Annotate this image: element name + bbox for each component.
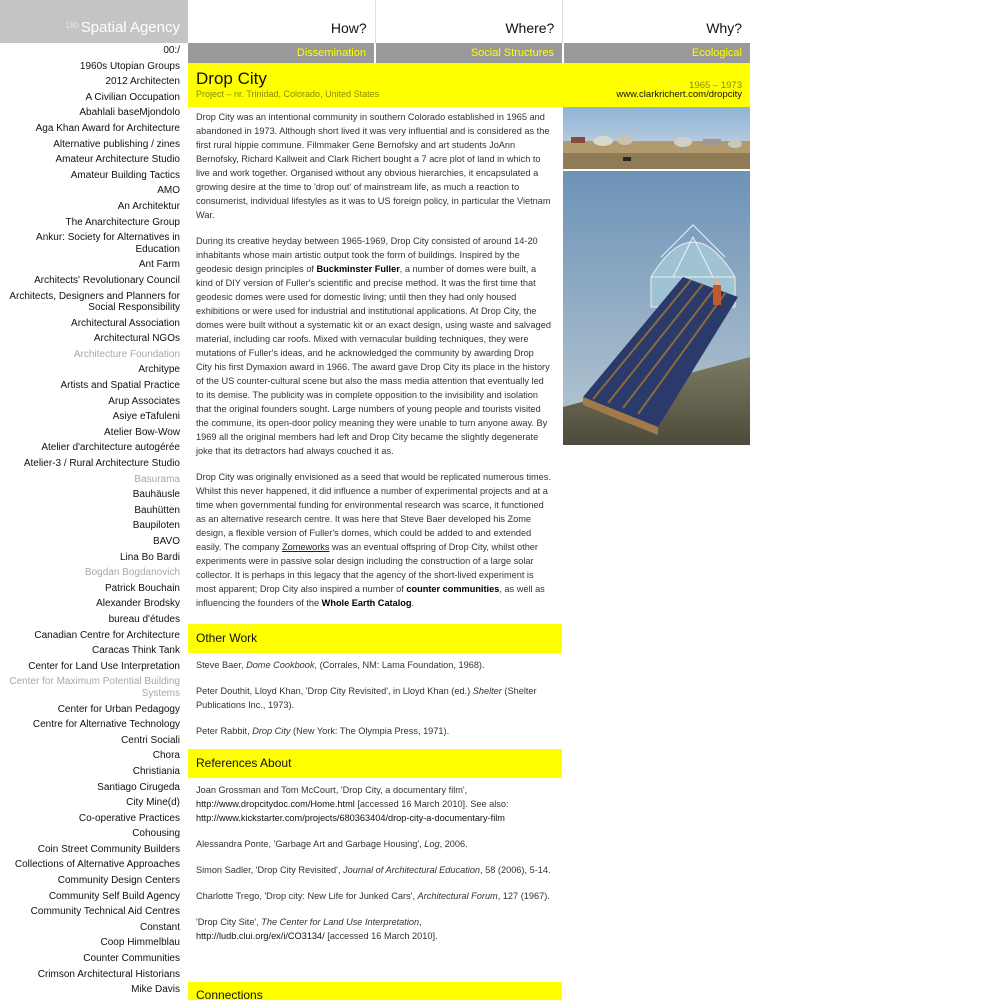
text: , 58 (2006), 5-14. — [480, 865, 551, 875]
connections-heading: Connections — [196, 988, 263, 1002]
sidebar-item[interactable]: Cohousing — [132, 828, 180, 840]
other-work-item — [196, 658, 552, 672]
text: , — [419, 917, 422, 927]
sidebar-item[interactable]: Mike Davis — [131, 984, 180, 996]
sidebar-item[interactable]: Baupiloten — [132, 520, 180, 532]
project-url-link[interactable]: www.clarkrichert.com/dropcity — [616, 89, 742, 100]
sidebar-item[interactable]: Collections of Alternative Approaches — [14, 859, 180, 871]
sidebar-item[interactable]: Atelier-3 / Rural Architecture Studio — [23, 458, 180, 470]
text: , (Corrales, NM: Lama Foundation, 1968). — [314, 660, 485, 670]
sidebar-item[interactable]: The Anarchitecture Group — [65, 216, 180, 228]
tab-why[interactable]: Why? — [562, 0, 750, 43]
project-header — [188, 63, 750, 107]
sidebar-item[interactable]: Architectural NGOs — [93, 333, 180, 345]
sidebar-item[interactable]: Co-operative Practices — [78, 812, 180, 824]
reference-item — [196, 915, 552, 943]
sidebar-item[interactable]: Constant — [139, 921, 180, 933]
sidebar-item[interactable]: Center for Land Use Interpretation — [28, 660, 180, 672]
category-dissemination[interactable]: Dissemination — [296, 47, 366, 59]
text: Drop City — [252, 726, 291, 736]
sidebar-item[interactable]: Architype — [138, 364, 180, 376]
sidebar-item[interactable]: Santiago Cirugeda — [97, 781, 180, 793]
reference-item — [196, 783, 552, 825]
text: Steve Baer, — [196, 660, 247, 670]
text: , 2006. — [439, 839, 468, 849]
sidebar-item[interactable]: Amateur Building Tactics — [70, 169, 180, 181]
other-work-item — [196, 724, 552, 738]
text: Log — [424, 839, 440, 849]
page-title: Drop City — [196, 69, 267, 88]
clui-link[interactable]: http://ludb.clui.org/ex/i/CO3134/ — [196, 931, 325, 941]
sidebar-item[interactable]: Community Technical Aid Centres — [30, 906, 180, 918]
sidebar-item[interactable]: Lina Bo Bardi — [119, 551, 180, 563]
sidebar-item[interactable]: 1960s Utopian Groups — [79, 60, 180, 72]
sidebar-item[interactable]: Atelier Bow-Wow — [104, 426, 180, 438]
other-work-header — [188, 624, 562, 653]
sidebar-item[interactable]: Centre for Alternative Technology — [32, 719, 180, 731]
tab-where[interactable]: Where? — [375, 0, 563, 43]
other-work-item — [196, 684, 552, 712]
text: Peter Rabbit, — [196, 726, 253, 736]
sidebar-item[interactable]: Ankur: Society for Alternatives in Education — [36, 232, 180, 255]
text: [accessed 16 March 2010]. See also: — [354, 799, 509, 809]
sidebar-item[interactable]: Patrick Bouchain — [104, 582, 180, 594]
sidebar-item[interactable]: Coop Himmelblau — [100, 937, 180, 949]
category-ecological[interactable]: Ecological — [562, 43, 750, 63]
other-work-heading: Other Work — [196, 631, 258, 645]
references-heading: References About — [196, 756, 292, 770]
sidebar-item[interactable]: Community Design Centers — [57, 875, 180, 887]
sidebar-item[interactable]: bureau d'études — [108, 613, 180, 625]
logo-number: 180 — [65, 21, 79, 30]
zomeworks-link[interactable]: Zomeworks — [281, 542, 330, 552]
kickstarter-link[interactable]: http://www.kickstarter.com/projects/680363404/drop-city-a-documentary-film — [196, 813, 505, 823]
sidebar-item[interactable]: Basurama — [134, 473, 180, 485]
sidebar-item[interactable]: 00:/ — [163, 45, 180, 56]
sidebar-item[interactable]: Center for Maximum Potential Building Systems — [9, 676, 180, 699]
text: Simon Sadler, 'Drop City Revisited', — [196, 865, 343, 875]
whole-earth-catalog-link[interactable]: Whole Earth Catalog — [321, 598, 412, 608]
sidebar-item[interactable]: 2012 Architecten — [105, 76, 180, 88]
sidebar-item[interactable]: Center for Urban Pedagogy — [57, 703, 180, 715]
top-nav — [188, 0, 750, 43]
sidebar-item[interactable]: Abahlali baseMjondolo — [79, 107, 180, 119]
site-logo[interactable] — [0, 0, 188, 43]
reference-item — [196, 863, 552, 877]
logo-text: Spatial Agency — [80, 19, 180, 36]
text: 'Drop City Site', — [196, 917, 262, 927]
category-bar — [188, 43, 750, 63]
sidebar-item[interactable]: Architects' Revolutionary Council — [34, 274, 180, 286]
sidebar-item[interactable]: Architecture Foundation — [73, 348, 180, 360]
sidebar-item[interactable]: Architects, Designers and Planners for Social Responsibility — [9, 290, 180, 314]
references-header — [188, 749, 562, 778]
text: Alessandra Ponte, 'Garbage Art and Garbage Housing', — [196, 839, 425, 849]
text: Shelter — [472, 686, 502, 696]
references-list — [196, 783, 552, 955]
sidebar-item[interactable]: Artists and Spatial Practice — [60, 380, 180, 392]
article-paragraph-1: Drop City was an intentional community in southern Colorado established in 1965 and abandoned in 1973. Although short lived it was very influential and is considered as the first rural hippie commune. Filmmaker Gene Bernofsky and art students JoAnn Bernofsky, Richard Kallweit and Clark Richert bought a 7 acre plot of land in which to live and work together. Organised without any obvious hierarchies, it encapsulated a growing desire at the time to 'drop out' of mainstream life, as much a reaction to consumerist, individual lifestyles as it was to US foreign policy, in particular the Vietnam War. — [196, 112, 551, 220]
sidebar-item[interactable]: Alexander Brodsky — [96, 598, 180, 610]
sidebar-item[interactable]: Amateur Architecture Studio — [55, 154, 180, 166]
sidebar-item[interactable]: Caracas Think Tank — [91, 645, 180, 657]
article-paragraph-2 — [196, 234, 552, 458]
sidebar-item[interactable]: Arup Associates — [108, 395, 180, 407]
text: Dome Cookbook — [246, 660, 315, 670]
text: was an eventual offspring of Drop City, whilst other experiments were in passive solar design including the construction of a large solar collector. It is perhaps in this legacy that the agency of the short-lived experiment is most apparent; Drop City also inspired a number of — [196, 542, 538, 594]
sidebar-item[interactable]: An Architektur — [117, 200, 180, 212]
text: The Center for Land Use Interpretation — [261, 917, 420, 927]
sidebar-list — [0, 43, 188, 998]
sidebar-item[interactable]: Bogdan Bogdanovich — [84, 567, 180, 579]
text: Peter Douthit, Lloyd Khan, 'Drop City Revisited', in Lloyd Khan (ed.) — [196, 686, 473, 696]
sidebar-item[interactable]: Chora — [152, 750, 180, 762]
counter-communities-link[interactable]: counter communities — [406, 584, 500, 594]
sidebar-item[interactable]: Community Self Build Agency — [48, 890, 180, 902]
sidebar-item[interactable]: City Mine(d) — [126, 797, 180, 809]
project-photo — [563, 107, 750, 445]
sidebar-item[interactable]: Crimson Architectural Historians — [37, 968, 180, 980]
text: Drop City was originally envisioned as a seed that would be replicated numerous times. Whilst this never happened, it did influence a number of experimental projects and at a time when governmental funding for environmental research was scarce, it functioned as an alternative research centre. It was here that Steve Baer developed his Zome design, a flexible version of Fuller's domes, which could be added to and extended easily. The company — [196, 472, 551, 552]
sidebar-item[interactable]: Centri Sociali — [121, 734, 180, 746]
text: , a number of domes were built, a kind of DIY version of Fuller's scientific and precise method. It was the first time that geodesic domes were used for domestic living; until then they had only housed exhibitions or were used for industrial and institutional applications. At Drop City, the domes were built without a systematic kit or an exact design, using waste and salvaged material, including car roofs. Mixed with vernacular building techniques, they were mutations of Fuller's ideas, and he acknowledged the community by awarding Drop City his first Dymaxion award in 1966. The award gave Drop City its place in the history of the US counter-cultural scene but also the mass media attention that eventually led to its demise. The publicity was in complete opposition to the invisibility and isolation that the original founders sought. Large numbers of young people and tourists visited the commune, its open-door policy meaning they were unable to turn anyone away. By 1969 all the original members had left and Drop City became the slightly degenerate joke that its detractors had always couched it as. — [196, 264, 551, 456]
sidebar-item[interactable]: Alternative publishing / zines — [53, 138, 180, 150]
reference-item — [196, 837, 552, 851]
sidebar-item[interactable]: Christiania — [132, 765, 180, 777]
drop-city-domes-image — [563, 107, 750, 445]
sidebar-item[interactable]: AMO — [157, 185, 180, 197]
text: Charlotte Trego, 'Drop city: New Life for Junked Cars', — [196, 891, 418, 901]
text: During its creative heyday between 1965-1969, Drop City consisted of around 14-20 inhabitants whose main artistic output took the form of buildings. Inspired by the geodesic design principles of — [196, 236, 538, 274]
sidebar-item[interactable]: Architectural Association — [71, 317, 180, 329]
other-work-list — [196, 658, 552, 750]
text: , as well as influencing the founders of the — [196, 584, 545, 608]
text: (New York: The Olympia Press, 1971). — [290, 726, 450, 736]
text: , 127 (1967). — [497, 891, 550, 901]
sidebar-item[interactable]: Asiye eTafuleni — [112, 411, 180, 423]
article-body — [196, 110, 552, 622]
project-subtitle: Project – nr. Trinidad, Colorado, United States — [196, 89, 380, 99]
connections-header — [188, 982, 562, 1000]
sidebar — [0, 0, 188, 1000]
sidebar-item[interactable]: Bauhütten — [134, 504, 180, 516]
sidebar-item[interactable]: Canadian Centre for Architecture — [34, 629, 180, 641]
sidebar-item[interactable]: Counter Communities — [83, 953, 180, 965]
text: (Shelter Publications Inc., 1973). — [196, 686, 537, 710]
tab-how[interactable]: How? — [330, 20, 367, 36]
text: Joan Grossman and Tom McCourt, 'Drop City, a documentary film', — [196, 785, 468, 795]
sidebar-item[interactable]: Coin Street Community Builders — [37, 843, 180, 855]
sidebar-item[interactable]: Aga Khan Award for Architecture — [35, 122, 180, 134]
text: . — [411, 598, 415, 608]
text: [accessed 16 March 2010]. — [324, 931, 438, 941]
project-dates: 1965 – 1973 — [689, 80, 742, 91]
sidebar-item[interactable]: A Civilian Occupation — [85, 91, 180, 103]
text: Architectural Forum — [417, 891, 498, 901]
category-social-structures[interactable]: Social Structures — [374, 43, 562, 63]
sidebar-item[interactable]: Ant Farm — [138, 259, 180, 271]
article-paragraph-3 — [196, 470, 552, 610]
sidebar-item[interactable]: BAVO — [152, 536, 180, 547]
sidebar-item[interactable]: Atelier d'architecture autogérée — [41, 442, 180, 454]
sidebar-item[interactable]: Bauhäusle — [132, 489, 180, 501]
buckminster-fuller-link[interactable]: Buckminster Fuller — [316, 264, 400, 274]
dropcitydoc-link[interactable]: http://www.dropcitydoc.com/Home.html — [196, 799, 355, 809]
reference-item — [196, 889, 552, 903]
text: Journal of Architectural Education — [343, 865, 481, 875]
